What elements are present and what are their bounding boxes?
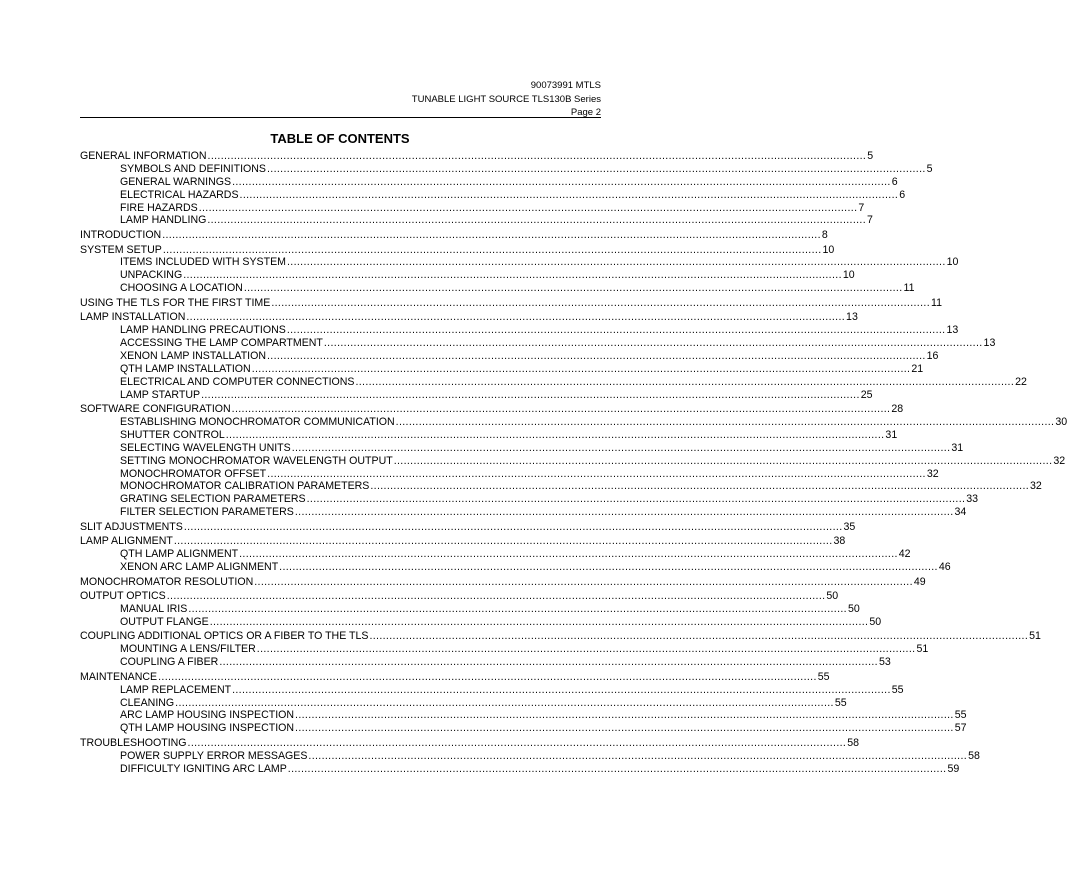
toc-entry-page-number: 25 xyxy=(860,388,873,401)
toc-dot-leader: ........................................................................................................................................................................................................ xyxy=(251,362,911,375)
toc-entry-label: SELECTING WAVELENGTH UNITS xyxy=(120,441,291,454)
toc-entry-label: MONOCHROMATOR OFFSET xyxy=(120,467,267,480)
toc-entry-label: LAMP REPLACEMENT xyxy=(120,683,232,696)
toc-section-entry[interactable] xyxy=(80,670,830,684)
page-title: TABLE OF CONTENTS xyxy=(270,131,410,146)
toc-entry-page-number: 7 xyxy=(867,214,873,227)
toc-subsection-entry[interactable] xyxy=(80,696,847,710)
toc-entry-page-number: 11 xyxy=(930,296,942,309)
toc-entry-label: LAMP STARTUP xyxy=(120,388,201,401)
toc-entry-page-number: 32 xyxy=(1030,480,1042,493)
toc-dot-leader: ........................................................................................................................................................................................................ xyxy=(267,467,926,480)
toc-entry-page-number: 32 xyxy=(1053,454,1066,467)
toc-subsection-entry[interactable] xyxy=(80,349,939,363)
toc-dot-leader: ........................................................................................................................................................................................................ xyxy=(254,575,913,588)
toc-dot-leader: ........................................................................................................................................................................................................ xyxy=(207,214,866,227)
toc-entry-label: QTH LAMP ALIGNMENT xyxy=(120,548,239,561)
toc-dot-leader: ........................................................................................................................................................................................................ xyxy=(187,736,847,749)
page-number: Page 2 xyxy=(570,107,601,118)
toc-entry-page-number: 21 xyxy=(911,362,924,375)
product-name: TUNABLE LIGHT SOURCE TLS130B Series xyxy=(411,93,601,105)
toc-entry-page-number: 10 xyxy=(822,243,835,256)
toc-entry-page-number: 5 xyxy=(867,150,874,162)
toc-entry-label: TROUBLESHOOTING xyxy=(80,736,187,749)
toc-entry-label: POWER SUPPLY ERROR MESSAGES xyxy=(120,749,308,762)
toc-entry-label: SYSTEM SETUP xyxy=(80,243,162,256)
page-header xyxy=(412,79,601,120)
toc-dot-leader: ........................................................................................................................................................................................................ xyxy=(201,388,860,401)
toc-entry-page-number: 55 xyxy=(817,670,830,683)
toc-subsection-entry[interactable] xyxy=(80,548,911,561)
toc-entry-page-number: 13 xyxy=(846,311,858,324)
toc-entry-label: MAINTENANCE xyxy=(80,670,158,683)
toc-subsection-entry[interactable] xyxy=(80,428,898,442)
toc-dot-leader: ........................................................................................................................................................................................................ xyxy=(271,296,930,309)
toc-entry-page-number: 51 xyxy=(916,643,929,656)
toc-dot-leader: ........................................................................................................................................................................................................ xyxy=(232,683,891,696)
toc-dot-leader: ........................................................................................................................................................................................................ xyxy=(162,228,821,241)
toc-subsection-entry[interactable] xyxy=(80,561,951,574)
toc-subsection-entry[interactable] xyxy=(80,269,855,282)
toc-entry-label: OUTPUT FLANGE xyxy=(120,615,209,628)
toc-subsection-entry[interactable] xyxy=(80,615,882,629)
toc-entry-label: QTH LAMP INSTALLATION xyxy=(120,362,251,375)
toc-dot-leader: ........................................................................................................................................................................................................ xyxy=(183,520,843,533)
toc-subsection-entry[interactable] xyxy=(80,324,959,337)
toc-entry-page-number: 42 xyxy=(898,548,911,561)
toc-entry-label: SYMBOLS AND DEFINITIONS xyxy=(120,162,266,175)
toc-subsection-entry[interactable] xyxy=(80,454,1066,468)
toc-dot-leader: ........................................................................................................................................................................................................ xyxy=(393,454,1053,467)
toc-entry-page-number: 30 xyxy=(1055,416,1067,429)
toc-dot-leader: ........................................................................................................................................................................................................ xyxy=(308,749,968,762)
toc-subsection-entry[interactable] xyxy=(80,362,924,376)
toc-entry-page-number: 57 xyxy=(954,722,967,735)
toc-entry-page-number: 8 xyxy=(821,228,828,241)
toc-entry-label: XENON ARC LAMP ALIGNMENT xyxy=(120,561,279,574)
toc-entry-page-number: 32 xyxy=(926,467,939,480)
toc-entry-page-number: 6 xyxy=(899,188,906,201)
toc-dot-leader: ........................................................................................................................................................................................................ xyxy=(207,150,867,162)
toc-dot-leader: ........................................................................................................................................................................................................ xyxy=(239,188,899,201)
toc-entry-page-number: 28 xyxy=(891,403,904,416)
toc-entry-label: ESTABLISHING MONOCHROMATOR COMMUNICATION xyxy=(120,416,395,429)
toc-entry-label: XENON LAMP INSTALLATION xyxy=(120,349,266,362)
toc-entry-label: LAMP INSTALLATION xyxy=(80,311,186,324)
toc-subsection-entry[interactable] xyxy=(80,337,996,350)
toc-dot-leader: ........................................................................................................................................................................................................ xyxy=(175,696,834,709)
toc-entry-label: QTH LAMP HOUSING INSPECTION xyxy=(120,722,295,735)
toc-entry-page-number: 16 xyxy=(926,349,939,362)
toc-subsection-entry[interactable] xyxy=(80,388,873,402)
toc-subsection-entry[interactable] xyxy=(80,282,915,295)
toc-dot-leader: ........................................................................................................................................................................................................ xyxy=(183,269,842,282)
toc-entry-label: LAMP HANDLING xyxy=(120,214,207,227)
toc-entry-page-number: 59 xyxy=(947,762,960,775)
toc-subsection-entry[interactable] xyxy=(80,441,964,455)
toc-dot-leader: ........................................................................................................................................................................................................ xyxy=(286,256,946,269)
toc-dot-leader: ........................................................................................................................................................................................................ xyxy=(286,324,946,337)
toc-dot-leader: ........................................................................................................................................................................................................ xyxy=(243,282,903,295)
toc-section-entry[interactable] xyxy=(80,403,904,416)
toc-subsection-entry[interactable] xyxy=(80,749,980,763)
toc-section-entry[interactable] xyxy=(80,575,926,589)
toc-dot-leader: ........................................................................................................................................................................................................ xyxy=(219,656,878,669)
toc-dot-leader: ........................................................................................................................................................................................................ xyxy=(295,722,954,735)
toc-dot-leader: ........................................................................................................................................................................................................ xyxy=(232,175,891,188)
toc-subsection-entry[interactable] xyxy=(80,175,898,189)
toc-entry-page-number: 58 xyxy=(968,749,980,762)
toc-entry-page-number: 50 xyxy=(869,615,882,628)
toc-entry-label: LAMP ALIGNMENT xyxy=(80,535,173,548)
toc-section-entry[interactable] xyxy=(80,228,828,242)
toc-entry-page-number: 53 xyxy=(878,656,891,669)
toc-entry-label: OUTPUT OPTICS xyxy=(80,590,166,603)
toc-entry-label: GRATING SELECTION PARAMETERS xyxy=(120,493,306,506)
toc-subsection-entry[interactable] xyxy=(80,493,979,506)
toc-dot-leader: ........................................................................................................................................................................................................ xyxy=(395,416,1055,429)
toc-dot-leader: ........................................................................................................................................................................................................ xyxy=(188,603,847,616)
toc-entry-page-number: 55 xyxy=(891,683,904,696)
toc-dot-leader: ........................................................................................................................................................................................................ xyxy=(370,480,1030,493)
toc-entry-page-number: 22 xyxy=(1015,375,1027,388)
toc-dot-leader: ........................................................................................................................................................................................................ xyxy=(287,762,947,775)
toc-entry-label: SOFTWARE CONFIGURATION xyxy=(80,403,231,416)
toc-entry-page-number: 50 xyxy=(826,590,839,603)
toc-dot-leader: ........................................................................................................................................................................................................ xyxy=(295,709,954,722)
toc-entry-label: CLEANING xyxy=(120,696,175,709)
toc-subsection-entry[interactable] xyxy=(80,416,1067,429)
toc-subsection-entry[interactable] xyxy=(80,375,1027,389)
toc-subsection-entry[interactable] xyxy=(80,467,939,481)
toc-entry-label: UNPACKING xyxy=(120,269,183,282)
toc-entry-label: SLIT ADJUSTMENTS xyxy=(80,520,183,533)
toc-section-entry[interactable] xyxy=(80,150,874,163)
toc-entry-page-number: 31 xyxy=(951,441,964,454)
toc-dot-leader: ........................................................................................................................................................................................................ xyxy=(267,162,926,175)
toc-entry-page-number: 11 xyxy=(903,282,915,295)
toc-entry-label: ARC LAMP HOUSING INSPECTION xyxy=(120,709,295,722)
toc-section-entry[interactable] xyxy=(80,296,942,310)
header-divider xyxy=(80,117,601,118)
toc-subsection-entry[interactable] xyxy=(80,162,933,176)
toc-section-entry[interactable] xyxy=(80,590,839,603)
toc-subsection-entry[interactable] xyxy=(80,480,1042,493)
document-number: 90073991 MTLS xyxy=(530,80,601,91)
toc-entry-label: MOUNTING A LENS/FILTER xyxy=(120,643,256,656)
toc-entry-label: INTRODUCTION xyxy=(80,228,162,241)
toc-entry-page-number: 5 xyxy=(926,162,933,175)
toc-subsection-entry[interactable] xyxy=(80,709,967,722)
toc-entry-page-number: 34 xyxy=(954,506,967,519)
toc-dot-leader: ........................................................................................................................................................................................................ xyxy=(355,375,1015,388)
toc-entry-label: ELECTRICAL AND COMPUTER CONNECTIONS xyxy=(120,375,355,388)
toc-entry-page-number: 7 xyxy=(858,201,865,214)
toc-entry-label: LAMP HANDLING PRECAUTIONS xyxy=(120,324,286,337)
toc-entry-label: DIFFICULTY IGNITING ARC LAMP xyxy=(120,762,287,775)
toc-entry-page-number: 51 xyxy=(1029,630,1041,643)
toc-entry-label: MONOCHROMATOR RESOLUTION xyxy=(80,575,254,588)
toc-dot-leader: ........................................................................................................................................................................................................ xyxy=(158,670,817,683)
toc-subsection-entry[interactable] xyxy=(80,643,929,656)
toc-dot-leader: ........................................................................................................................................................................................................ xyxy=(239,548,898,561)
toc-entry-label: ACCESSING THE LAMP COMPARTMENT xyxy=(120,337,323,350)
toc-dot-leader: ........................................................................................................................................................................................................ xyxy=(294,506,954,519)
toc-entry-page-number: 55 xyxy=(954,709,967,722)
toc-entry-page-number: 13 xyxy=(946,324,959,337)
toc-entry-label: ITEMS INCLUDED WITH SYSTEM xyxy=(120,256,286,269)
toc-dot-leader: ........................................................................................................................................................................................................ xyxy=(369,630,1029,643)
toc-dot-leader: ........................................................................................................................................................................................................ xyxy=(198,201,858,214)
toc-entry-label: USING THE TLS FOR THE FIRST TIME xyxy=(80,296,271,309)
toc-subsection-entry[interactable] xyxy=(80,201,865,215)
toc-section-entry[interactable] xyxy=(80,736,859,750)
toc-section-entry[interactable] xyxy=(80,630,1041,643)
toc-entry-page-number: 38 xyxy=(833,535,846,548)
toc-entry-label: GENERAL INFORMATION xyxy=(80,150,207,162)
toc-dot-leader: ........................................................................................................................................................................................................ xyxy=(162,243,822,256)
toc-entry-page-number: 10 xyxy=(946,256,959,269)
toc-entry-page-number: 31 xyxy=(885,428,898,441)
toc-subsection-entry[interactable] xyxy=(80,683,904,697)
toc-section-entry[interactable] xyxy=(80,311,858,324)
toc-entry-page-number: 33 xyxy=(966,493,979,506)
toc-dot-leader: ........................................................................................................................................................................................................ xyxy=(166,590,826,603)
toc-subsection-entry[interactable] xyxy=(80,722,967,735)
toc-dot-leader: ........................................................................................................................................................................................................ xyxy=(225,428,885,441)
toc-entry-page-number: 49 xyxy=(913,575,926,588)
toc-dot-leader: ........................................................................................................................................................................................................ xyxy=(306,493,966,506)
toc-dot-leader: ........................................................................................................................................................................................................ xyxy=(256,643,916,656)
toc-dot-leader: ........................................................................................................................................................................................................ xyxy=(173,535,833,548)
toc-entry-page-number: 55 xyxy=(834,696,847,709)
toc-subsection-entry[interactable] xyxy=(80,214,873,227)
toc-entry-page-number: 46 xyxy=(938,561,951,574)
toc-section-entry[interactable] xyxy=(80,243,835,257)
toc-entry-label: SETTING MONOCHROMATOR WAVELENGTH OUTPUT xyxy=(120,454,393,467)
toc-entry-page-number: 10 xyxy=(842,269,855,282)
toc-entry-label: COUPLING A FIBER xyxy=(120,656,219,669)
toc-dot-leader: ........................................................................................................................................................................................................ xyxy=(291,441,951,454)
toc-entry-page-number: 35 xyxy=(843,520,856,533)
toc-entry-label: ELECTRICAL HAZARDS xyxy=(120,188,239,201)
toc-entry-page-number: 50 xyxy=(847,603,860,616)
toc-entry-label: GENERAL WARNINGS xyxy=(120,175,232,188)
toc-entry-page-number: 6 xyxy=(891,175,898,188)
toc-dot-leader: ........................................................................................................................................................................................................ xyxy=(267,349,926,362)
toc-entry-label: CHOOSING A LOCATION xyxy=(120,282,243,295)
toc-entry-label: MANUAL IRIS xyxy=(120,603,188,616)
toc-dot-leader: ........................................................................................................................................................................................................ xyxy=(279,561,938,574)
toc-entry-page-number: 13 xyxy=(983,337,996,350)
toc-section-entry[interactable] xyxy=(80,535,846,548)
toc-subsection-entry[interactable] xyxy=(80,506,967,519)
table-of-contents xyxy=(80,150,1067,776)
toc-dot-leader: ........................................................................................................................................................................................................ xyxy=(231,403,891,416)
toc-subsection-entry[interactable] xyxy=(80,603,860,616)
toc-subsection-entry[interactable] xyxy=(80,656,891,669)
toc-dot-leader: ........................................................................................................................................................................................................ xyxy=(209,615,869,628)
toc-entry-label: FIRE HAZARDS xyxy=(120,201,198,214)
toc-subsection-entry[interactable] xyxy=(80,188,906,202)
toc-dot-leader: ........................................................................................................................................................................................................ xyxy=(323,337,983,350)
toc-section-entry[interactable] xyxy=(80,520,856,534)
toc-entry-label: MONOCHROMATOR CALIBRATION PARAMETERS xyxy=(120,480,370,493)
toc-entry-label: COUPLING ADDITIONAL OPTICS OR A FIBER TO THE TLS xyxy=(80,630,369,643)
toc-subsection-entry[interactable] xyxy=(80,762,960,776)
toc-entry-label: SHUTTER CONTROL xyxy=(120,428,225,441)
toc-dot-leader: ........................................................................................................................................................................................................ xyxy=(186,311,846,324)
toc-subsection-entry[interactable] xyxy=(80,256,959,269)
toc-entry-page-number: 58 xyxy=(847,736,859,749)
toc-entry-label: FILTER SELECTION PARAMETERS xyxy=(120,506,294,519)
